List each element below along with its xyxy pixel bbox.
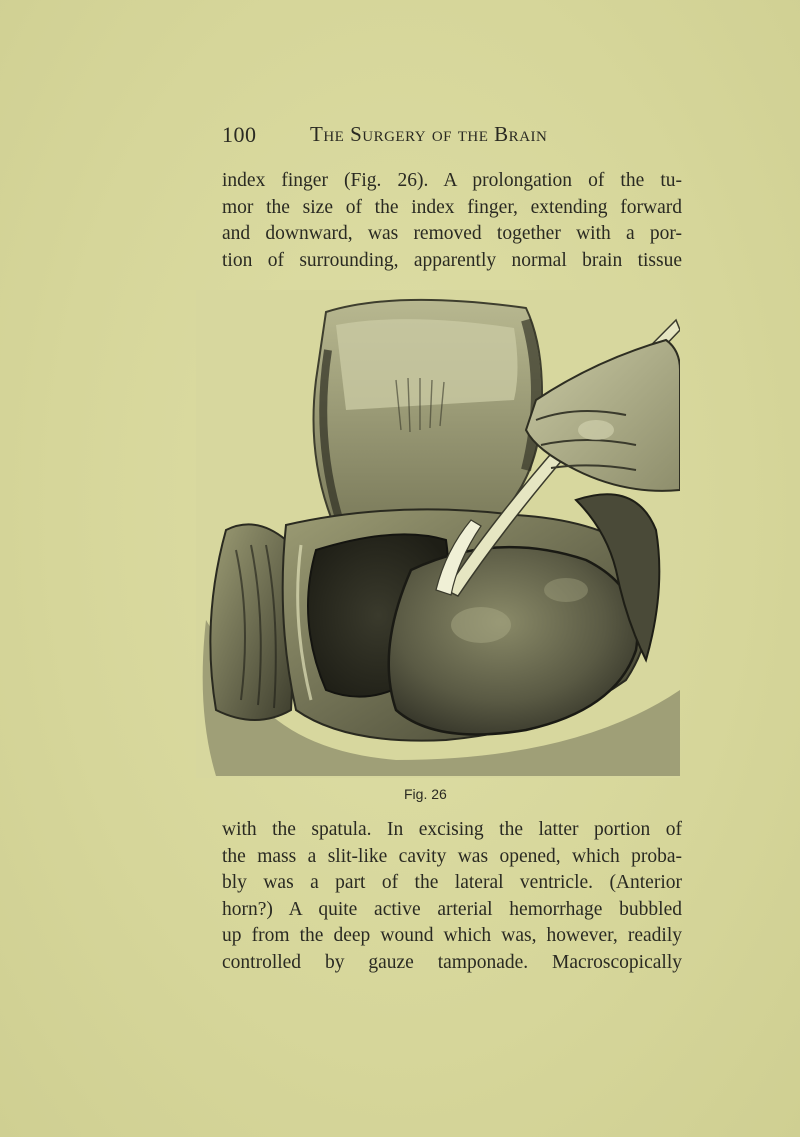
- running-title: The Surgery of the Brain: [310, 122, 548, 146]
- text-line: mor the size of the index finger, extending forward: [222, 196, 682, 218]
- text-line: bly was a part of the lateral ventricle. (Anterior: [222, 872, 682, 893]
- text-line: horn?) A quite active arterial hemorrhage bubbled: [222, 898, 682, 920]
- text-line: up from the deep wound which was, however, readily: [222, 925, 682, 946]
- figure-26: [196, 290, 680, 778]
- text-line: tion of surrounding, apparently normal brain tissue: [222, 249, 682, 271]
- text-line: the mass a slit-like cavity was opened, which proba-: [222, 845, 682, 867]
- text-line: with the spatula. In excising the latter portion of: [222, 819, 682, 840]
- surgical-illustration-icon: [196, 290, 680, 778]
- paragraph-bottom: [222, 817, 682, 976]
- text-line: index finger (Fig. 26). A prolongation of the tu-: [222, 170, 682, 191]
- text-line: controlled by gauze tamponade. Macroscopically: [222, 951, 682, 973]
- text-line: and downward, was removed together with a por-: [222, 223, 682, 244]
- page-header: [222, 122, 682, 150]
- paragraph-top: [222, 168, 682, 274]
- page-number: 100: [222, 122, 257, 147]
- figure-caption: Fig. 26: [404, 786, 447, 802]
